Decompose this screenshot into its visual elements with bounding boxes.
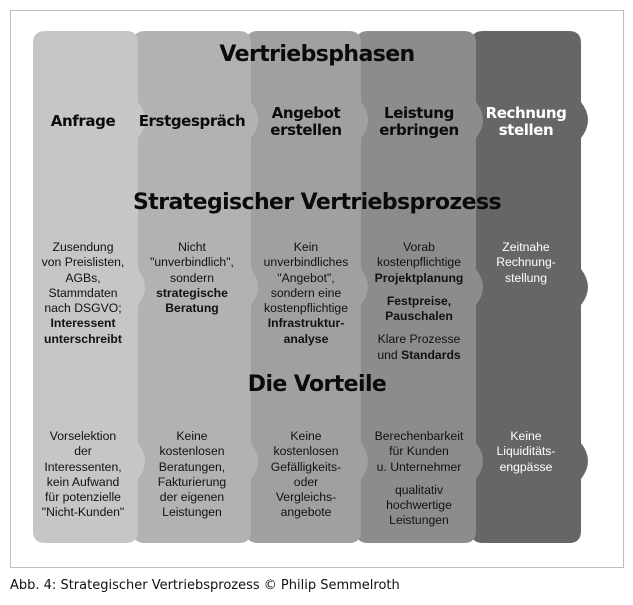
text-line: [472, 271, 580, 286]
phase-title-1: [51, 113, 115, 130]
text-line: [365, 444, 473, 459]
benefit-text-1: [29, 429, 137, 521]
bold-text: Festpreise,: [386, 293, 452, 308]
phase-title-line: Rechnung: [485, 104, 567, 122]
text-line: [29, 505, 137, 520]
text: nach DSGVO;: [44, 301, 122, 316]
text-line: [252, 429, 360, 444]
text-line: [252, 460, 360, 475]
text: engpässe: [499, 459, 553, 474]
text: Nicht: [178, 240, 206, 254]
text: kostenpflichtige: [376, 255, 461, 270]
text-line: [252, 301, 360, 316]
bold-text: Pauschalen: [385, 309, 453, 324]
text-line: [365, 513, 473, 528]
text: Gefälligkeits-: [270, 459, 342, 474]
phase-title-line: erbringen: [379, 120, 459, 139]
benefit-text-2: [138, 429, 246, 521]
heading-strategischer-vertriebsprozess: Strategischer Vertriebsprozess: [133, 190, 501, 215]
text-line: [252, 332, 360, 347]
text-line: [365, 483, 473, 498]
phase-title-line: Erstgespräch: [138, 112, 246, 130]
text-line: [29, 444, 137, 459]
line-gap: [365, 324, 473, 332]
text-line: [29, 271, 137, 286]
text-line: [365, 255, 473, 270]
bold-text: analyse: [283, 331, 329, 346]
text: kostenlosen: [273, 444, 339, 459]
text-line: [472, 460, 580, 475]
text: qualitativ: [394, 482, 444, 497]
text: sondern eine: [270, 285, 342, 300]
text-line: [252, 286, 360, 301]
text-line: [365, 429, 473, 444]
bold-text: Infrastruktur-: [267, 316, 345, 331]
text-line: [365, 294, 473, 309]
text: oder: [293, 474, 319, 489]
text: Zusendung: [52, 240, 114, 254]
text: von Preislisten,: [41, 255, 125, 270]
text: Kein: [293, 240, 319, 254]
bold-text: unterschreibt: [44, 331, 122, 346]
text-line: [365, 271, 473, 286]
text: "Angebot",: [277, 270, 335, 285]
text-line: [29, 490, 137, 505]
text: Keine: [176, 429, 208, 443]
bold-text: Interessent: [50, 316, 116, 331]
figure-frame: [10, 10, 624, 568]
text-line: [29, 255, 137, 270]
text-line: [365, 348, 473, 363]
text-line: [29, 332, 137, 347]
text: kein Aufwand: [46, 474, 120, 489]
text: Interessenten,: [44, 459, 122, 474]
text: unverbindliches: [263, 255, 349, 270]
text-line: [252, 271, 360, 286]
text-line: [138, 286, 246, 301]
text: stellung: [504, 270, 547, 285]
text-line: [365, 460, 473, 475]
text-line: [472, 240, 580, 255]
text-line: [29, 240, 137, 255]
text: Stammdaten: [48, 285, 118, 300]
process-text-3: [252, 240, 360, 347]
text: Leistungen: [389, 513, 449, 528]
heading-vertriebsphasen: Vertriebsphasen: [219, 42, 415, 67]
bold-text: Projektplanung: [374, 270, 464, 285]
text-line: [29, 429, 137, 444]
line-gap: [365, 286, 473, 294]
text: für potenzielle: [45, 490, 121, 505]
text-line: [138, 240, 246, 255]
text-line: [252, 490, 360, 505]
text-line: [365, 240, 473, 255]
benefit-text-5: [472, 429, 580, 475]
text: Liquiditäts-: [496, 444, 556, 459]
text-line: [138, 271, 246, 286]
text-line: [29, 286, 137, 301]
text-line: [138, 460, 246, 475]
text-line: [29, 475, 137, 490]
text-line: [472, 444, 580, 459]
text: hochwertige: [386, 498, 452, 513]
process-text-1: [29, 240, 137, 347]
text: Vorab: [403, 240, 435, 254]
text-line: [138, 490, 246, 505]
text-line: [29, 316, 137, 331]
phase-title-4: [379, 105, 459, 139]
figure-caption: Abb. 4: Strategischer Vertriebsprozess © Philip Semmelroth: [10, 578, 400, 593]
process-text-4: [365, 240, 473, 363]
text: Keine: [290, 429, 322, 443]
text: "Nicht-Kunden": [41, 505, 125, 520]
text: angebote: [280, 505, 332, 520]
text: sondern: [169, 270, 215, 285]
phase-title-line: Anfrage: [50, 112, 116, 130]
text-line: [29, 301, 137, 316]
text: kostenpflichtige: [263, 301, 348, 316]
bold-text: strategische: [156, 285, 228, 300]
text: Leistungen: [162, 505, 222, 520]
text: Vergleichs-: [275, 490, 337, 505]
text: Beratungen,: [158, 459, 226, 474]
phase-title-3: [270, 105, 341, 139]
text: der: [74, 444, 92, 459]
text-line: [252, 444, 360, 459]
text: Berechenbarkeit: [374, 429, 464, 443]
line-gap: [365, 475, 473, 483]
text: Zeitnahe: [502, 240, 550, 254]
text-line: [252, 475, 360, 490]
text: Fakturierung: [157, 474, 227, 489]
text-line: [472, 255, 580, 270]
phase-title-line: erstellen: [270, 120, 342, 139]
process-text-5: [472, 240, 580, 286]
text: AGBs,: [65, 270, 101, 285]
text: Rechnung-: [496, 255, 556, 270]
text: Vorselektion: [49, 429, 117, 443]
text: für Kunden: [389, 444, 449, 459]
text-line: [252, 255, 360, 270]
text: der eigenen: [159, 490, 225, 505]
text-line: [138, 255, 246, 270]
phase-title-line: Angebot: [271, 104, 341, 122]
text-line: [365, 332, 473, 347]
bold-text: Beratung: [165, 301, 219, 316]
benefit-text-4: [365, 429, 473, 529]
text-line: [252, 316, 360, 331]
heading-die-vorteile: Die Vorteile: [247, 372, 387, 397]
phase-title-5: [486, 105, 567, 139]
text: u. Unternehmer: [376, 459, 462, 474]
phase-title-line: stellen: [498, 120, 554, 139]
text: Klare Prozesse: [377, 332, 461, 347]
text-line: [138, 475, 246, 490]
bold-text: Standards: [401, 347, 461, 362]
text: Keine: [510, 429, 542, 443]
text: "unverbindlich",: [150, 255, 234, 270]
benefit-text-3: [252, 429, 360, 521]
text-line: [365, 309, 473, 324]
text-line: [472, 429, 580, 444]
phase-title-line: Leistung: [384, 104, 454, 122]
phase-title-2: [139, 113, 246, 130]
text-line: [252, 505, 360, 520]
text-line: [138, 301, 246, 316]
text: kostenlosen: [159, 444, 225, 459]
text-line: [138, 444, 246, 459]
text-line: [252, 240, 360, 255]
text-line: [365, 498, 473, 513]
text-line: [29, 460, 137, 475]
text-line: [138, 505, 246, 520]
process-text-2: [138, 240, 246, 316]
text: und: [377, 347, 402, 362]
text-line: [138, 429, 246, 444]
